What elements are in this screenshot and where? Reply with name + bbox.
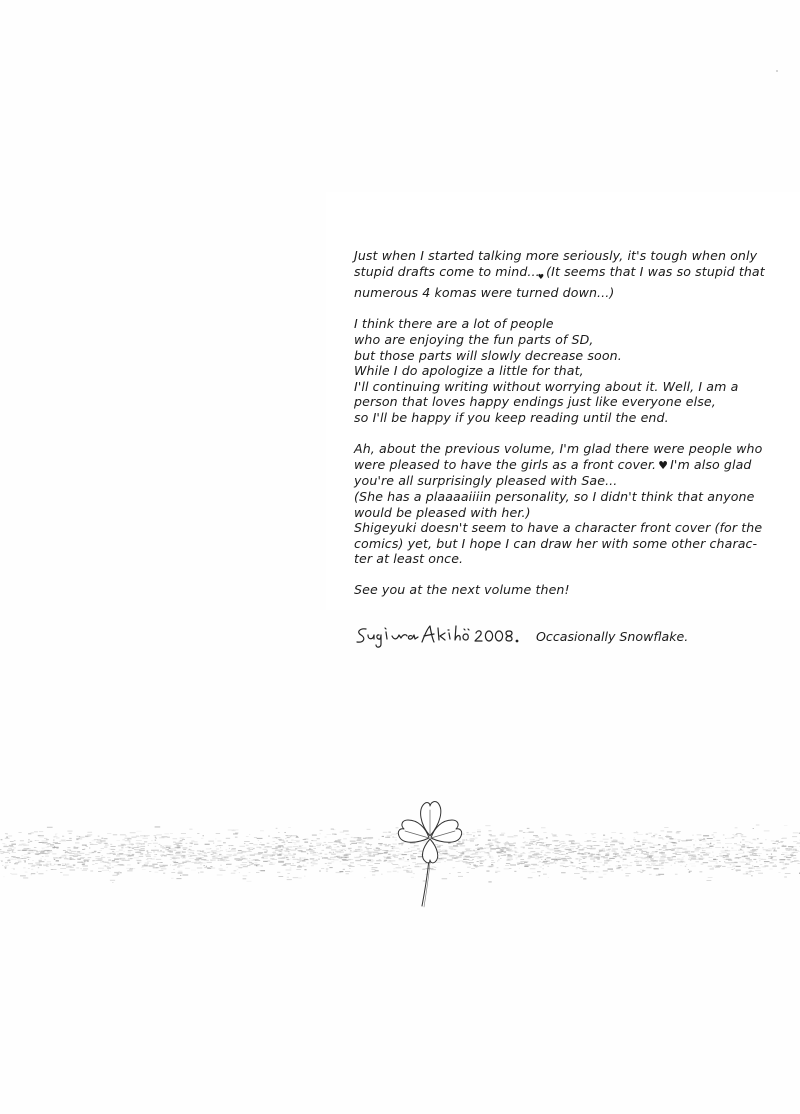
heart-icon: ♥ [658, 458, 669, 472]
text-line [354, 264, 774, 286]
text-line: (She has a plaaaaiiiin personality, so I didn't think that anyone [354, 488, 755, 504]
text-line: comics) yet, but I hope I can draw her with some other charac- [354, 535, 758, 551]
text-line: I'll continuing writing without worrying about it. Well, I am a [354, 378, 739, 394]
text-line: would be pleased with her.) [354, 504, 531, 520]
text-line: you're all surprisingly pleased with Sae... [354, 473, 618, 489]
text-line: person that loves happy endings just like everyone else, [354, 394, 716, 410]
text-fragment: stupid drafts come to mind... [354, 263, 540, 279]
signature-row [354, 620, 688, 650]
text-line: so I'll be happy if you keep reading until the end. [354, 409, 669, 425]
text-line: Shigeyuki doesn't seem to have a character front cover (for the [354, 520, 763, 536]
text-line: ter at least once. [354, 551, 464, 567]
paragraph-2 [354, 316, 774, 425]
paragraph-4 [354, 582, 774, 598]
text-line: I think there are a lot of people [354, 316, 554, 332]
paper-speck [776, 70, 778, 72]
afterword-text [354, 248, 774, 614]
text-fragment: (It seems that I was so stupid that [546, 263, 765, 279]
text-line: who are enjoying the fun parts of SD, [354, 331, 594, 347]
small-heart-icon: ♥ [537, 272, 545, 281]
clover-icon [390, 796, 470, 912]
text-line: but those parts will slowly decrease soon. [354, 347, 622, 363]
text-line: numerous 4 komas were turned down...) [354, 285, 615, 301]
text-line: See you at the next volume then! [354, 582, 570, 598]
text-line: Just when I started talking more seriously, it's tough when only [354, 248, 758, 263]
text-line: While I do apologize a little for that, [354, 363, 584, 379]
text-line: Ah, about the previous volume, I'm glad there were people who [354, 441, 763, 457]
signature-caption: Occasionally Snowflake. [536, 628, 689, 644]
text-fragment: I'm also glad [670, 456, 752, 472]
text-fragment: were pleased to have the girls as a front cover. [354, 456, 657, 472]
paragraph-1 [354, 248, 774, 301]
text-line [354, 457, 774, 474]
paragraph-3 [354, 441, 774, 567]
handwritten-signature [354, 620, 530, 650]
